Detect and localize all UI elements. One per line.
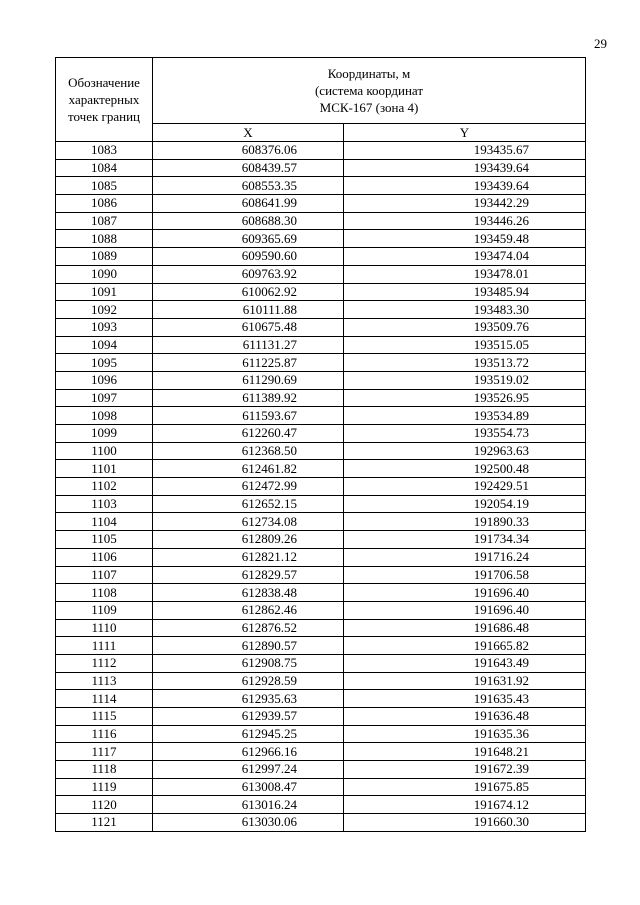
y-coordinate-cell: 191696.40: [344, 601, 586, 619]
x-coordinate-cell: 612876.52: [153, 619, 344, 637]
y-coordinate-cell: 193478.01: [344, 265, 586, 283]
x-coordinate-cell: 609590.60: [153, 248, 344, 266]
table-row: [56, 761, 586, 779]
x-coordinate-cell: 612945.25: [153, 725, 344, 743]
y-coordinate-cell: 192429.51: [344, 478, 586, 496]
table-body: [56, 142, 586, 832]
x-coordinate-cell: 608439.57: [153, 159, 344, 177]
table-row: [56, 743, 586, 761]
x-coordinate-cell: 612862.46: [153, 601, 344, 619]
x-coordinate-cell: 612935.63: [153, 690, 344, 708]
x-coordinate-cell: 613030.06: [153, 814, 344, 832]
table-row: [56, 195, 586, 213]
x-coordinate-cell: 611131.27: [153, 336, 344, 354]
table-row: [56, 265, 586, 283]
x-coordinate-cell: 608553.35: [153, 177, 344, 195]
point-id-cell: 1100: [56, 442, 153, 460]
x-coordinate-cell: 612890.57: [153, 637, 344, 655]
y-coordinate-cell: 191675.85: [344, 778, 586, 796]
point-id-cell: 1101: [56, 460, 153, 478]
point-id-cell: 1090: [56, 265, 153, 283]
y-coordinate-cell: 191696.40: [344, 584, 586, 602]
x-coordinate-cell: 609365.69: [153, 230, 344, 248]
y-coordinate-cell: 191716.24: [344, 548, 586, 566]
y-coordinate-cell: 193439.64: [344, 177, 586, 195]
point-id-cell: 1103: [56, 495, 153, 513]
point-id-cell: 1095: [56, 354, 153, 372]
table-row: [56, 389, 586, 407]
point-id-cell: 1092: [56, 301, 153, 319]
y-coordinate-cell: 191686.48: [344, 619, 586, 637]
point-id-cell: 1084: [56, 159, 153, 177]
point-id-cell: 1119: [56, 778, 153, 796]
y-coordinate-cell: 191635.43: [344, 690, 586, 708]
table-row: [56, 301, 586, 319]
table-row: [56, 230, 586, 248]
y-coordinate-cell: 191643.49: [344, 654, 586, 672]
table-row: [56, 212, 586, 230]
x-coordinate-cell: 612472.99: [153, 478, 344, 496]
table-row: [56, 814, 586, 832]
header-line: (система координат: [314, 83, 424, 98]
point-id-cell: 1121: [56, 814, 153, 832]
coordinates-header: [153, 58, 586, 124]
y-column-header: Y: [344, 124, 586, 142]
point-id-cell: 1113: [56, 672, 153, 690]
x-coordinate-cell: 612461.82: [153, 460, 344, 478]
table-row: [56, 708, 586, 726]
coordinates-table: [55, 57, 586, 832]
point-id-cell: 1089: [56, 248, 153, 266]
point-id-cell: 1105: [56, 531, 153, 549]
point-id-cell: 1109: [56, 601, 153, 619]
point-id-cell: 1091: [56, 283, 153, 301]
point-id-cell: 1094: [56, 336, 153, 354]
x-coordinate-cell: 611290.69: [153, 371, 344, 389]
point-id-cell: 1117: [56, 743, 153, 761]
x-coordinate-cell: 611389.92: [153, 389, 344, 407]
x-coordinate-cell: 613008.47: [153, 778, 344, 796]
table-header: [56, 58, 586, 142]
header-line: Координаты, м: [327, 66, 411, 81]
point-id-cell: 1104: [56, 513, 153, 531]
y-coordinate-cell: 193513.72: [344, 354, 586, 372]
point-id-cell: 1085: [56, 177, 153, 195]
y-coordinate-cell: 193446.26: [344, 212, 586, 230]
x-coordinate-cell: 612734.08: [153, 513, 344, 531]
table-row: [56, 371, 586, 389]
y-coordinate-cell: 191648.21: [344, 743, 586, 761]
point-id-cell: 1111: [56, 637, 153, 655]
y-coordinate-cell: 192054.19: [344, 495, 586, 513]
table-row: [56, 566, 586, 584]
point-id-cell: 1087: [56, 212, 153, 230]
y-coordinate-cell: 191636.48: [344, 708, 586, 726]
point-id-cell: 1110: [56, 619, 153, 637]
point-id-cell: 1098: [56, 407, 153, 425]
point-id-cell: 1108: [56, 584, 153, 602]
y-coordinate-cell: 193519.02: [344, 371, 586, 389]
table-row: [56, 159, 586, 177]
x-coordinate-cell: 611593.67: [153, 407, 344, 425]
table-row: [56, 425, 586, 443]
x-coordinate-cell: 612821.12: [153, 548, 344, 566]
table-row: [56, 672, 586, 690]
table-row: [56, 548, 586, 566]
table-row: [56, 142, 586, 160]
table-row: [56, 354, 586, 372]
point-id-cell: 1118: [56, 761, 153, 779]
y-coordinate-cell: 191672.39: [344, 761, 586, 779]
x-coordinate-cell: 612997.24: [153, 761, 344, 779]
x-coordinate-cell: 608376.06: [153, 142, 344, 160]
table-row: [56, 336, 586, 354]
x-coordinate-cell: 612829.57: [153, 566, 344, 584]
y-coordinate-cell: 193435.67: [344, 142, 586, 160]
table-row: [56, 690, 586, 708]
y-coordinate-cell: 193526.95: [344, 389, 586, 407]
y-coordinate-cell: 192500.48: [344, 460, 586, 478]
header-line: МСК-167 (зона 4): [319, 100, 419, 115]
point-id-cell: 1097: [56, 389, 153, 407]
x-coordinate-cell: 609763.92: [153, 265, 344, 283]
point-id-cell: 1086: [56, 195, 153, 213]
table-row: [56, 248, 586, 266]
y-coordinate-cell: 193509.76: [344, 318, 586, 336]
y-coordinate-cell: 191635.36: [344, 725, 586, 743]
x-coordinate-cell: 610111.88: [153, 301, 344, 319]
point-id-cell: 1088: [56, 230, 153, 248]
x-column-header: X: [153, 124, 344, 142]
table-row: [56, 407, 586, 425]
y-coordinate-cell: 193474.04: [344, 248, 586, 266]
y-coordinate-cell: 193485.94: [344, 283, 586, 301]
table-row: [56, 654, 586, 672]
x-coordinate-cell: 612368.50: [153, 442, 344, 460]
table-row: [56, 513, 586, 531]
point-id-cell: 1107: [56, 566, 153, 584]
x-coordinate-cell: 610062.92: [153, 283, 344, 301]
x-coordinate-cell: 612838.48: [153, 584, 344, 602]
point-id-cell: 1120: [56, 796, 153, 814]
x-coordinate-cell: 612260.47: [153, 425, 344, 443]
point-id-cell: 1106: [56, 548, 153, 566]
table-row: [56, 318, 586, 336]
y-coordinate-cell: 191631.92: [344, 672, 586, 690]
point-id-cell: 1114: [56, 690, 153, 708]
header-line: Обозначение: [68, 75, 140, 90]
table-row: [56, 442, 586, 460]
table-row: [56, 619, 586, 637]
point-id-cell: 1102: [56, 478, 153, 496]
y-coordinate-cell: 193483.30: [344, 301, 586, 319]
point-id-cell: 1112: [56, 654, 153, 672]
y-coordinate-cell: 193554.73: [344, 425, 586, 443]
y-coordinate-cell: 191674.12: [344, 796, 586, 814]
table-row: [56, 283, 586, 301]
y-coordinate-cell: 193442.29: [344, 195, 586, 213]
point-id-cell: 1096: [56, 371, 153, 389]
x-coordinate-cell: 612908.75: [153, 654, 344, 672]
table-row: [56, 637, 586, 655]
y-coordinate-cell: 191660.30: [344, 814, 586, 832]
table-row: [56, 725, 586, 743]
y-coordinate-cell: 192963.63: [344, 442, 586, 460]
x-coordinate-cell: 612939.57: [153, 708, 344, 726]
table-row: [56, 796, 586, 814]
point-id-cell: 1083: [56, 142, 153, 160]
x-coordinate-cell: 610675.48: [153, 318, 344, 336]
table-row: [56, 460, 586, 478]
header-line: характерных: [68, 92, 140, 107]
point-id-cell: 1116: [56, 725, 153, 743]
y-coordinate-cell: 193515.05: [344, 336, 586, 354]
y-coordinate-cell: 193534.89: [344, 407, 586, 425]
x-coordinate-cell: 613016.24: [153, 796, 344, 814]
table-row: [56, 495, 586, 513]
table-row: [56, 478, 586, 496]
table-row: [56, 177, 586, 195]
y-coordinate-cell: 193439.64: [344, 159, 586, 177]
page-number: 29: [594, 36, 607, 51]
y-coordinate-cell: 191706.58: [344, 566, 586, 584]
x-coordinate-cell: 612966.16: [153, 743, 344, 761]
x-coordinate-cell: 611225.87: [153, 354, 344, 372]
table-row: [56, 584, 586, 602]
x-coordinate-cell: 612652.15: [153, 495, 344, 513]
point-designation-header: [56, 58, 153, 142]
y-coordinate-cell: 193459.48: [344, 230, 586, 248]
point-id-cell: 1115: [56, 708, 153, 726]
y-coordinate-cell: 191665.82: [344, 637, 586, 655]
point-id-cell: 1093: [56, 318, 153, 336]
table-row: [56, 778, 586, 796]
y-coordinate-cell: 191890.33: [344, 513, 586, 531]
table-row: [56, 601, 586, 619]
table-row: [56, 531, 586, 549]
header-line: точек границ: [67, 109, 141, 124]
point-id-cell: 1099: [56, 425, 153, 443]
x-coordinate-cell: 608688.30: [153, 212, 344, 230]
x-coordinate-cell: 612809.26: [153, 531, 344, 549]
y-coordinate-cell: 191734.34: [344, 531, 586, 549]
x-coordinate-cell: 612928.59: [153, 672, 344, 690]
x-coordinate-cell: 608641.99: [153, 195, 344, 213]
